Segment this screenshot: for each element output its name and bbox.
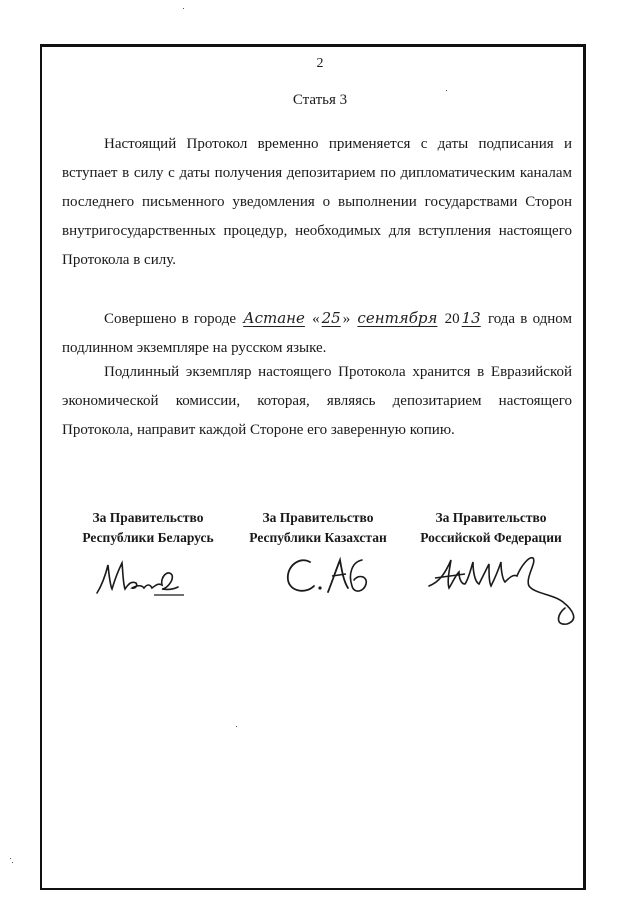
done-at-suffix: года в одном подлинном экземпляре на русском языке. xyxy=(62,311,572,356)
page-frame-left xyxy=(40,44,42,890)
signatory-belarus xyxy=(62,508,234,548)
signatory-line2: Республики Беларусь xyxy=(82,530,214,545)
paragraph-entry-into-force: Настоящий Протокол временно применяется с даты подписания и вступает в силу с даты получения депозитарием по дипломатическим каналам последнего письменного уведомления о выполнении государствами Сторон внутригосударственных процедур, необходимых для вступления настоящего Протокола в силу. xyxy=(62,136,572,268)
signature-belarus xyxy=(92,555,202,600)
signatory-line1: За Правительство xyxy=(262,510,374,525)
scan-speck xyxy=(12,862,13,863)
page-frame-right xyxy=(583,44,586,890)
scan-speck xyxy=(446,90,447,91)
handwritten-city: Астане xyxy=(243,309,305,327)
signatory-russia xyxy=(402,508,580,548)
page-frame-bottom xyxy=(40,888,586,890)
signatory-line1: За Правительство xyxy=(92,510,204,525)
year-prefix: 20 xyxy=(444,311,460,327)
handwritten-month: сентября xyxy=(357,309,438,327)
signatory-line2: Республики Казахстан xyxy=(249,530,387,545)
page-number: 2 xyxy=(316,56,324,71)
signatory-line1: За Правительство xyxy=(435,510,547,525)
signature-kazakhstan xyxy=(280,552,380,602)
day-quote-close: » xyxy=(342,311,351,327)
page-frame-top xyxy=(40,44,585,47)
signature-russia xyxy=(425,548,585,630)
paragraph-done-at xyxy=(62,304,572,363)
scan-speck xyxy=(10,858,11,859)
scan-speck xyxy=(236,726,237,727)
paragraph-depositary: Подлинный экземпляр настоящего Протокола хранится в Евразийской экономической комиссии, которая, являясь депозитарием настоящего Протокола, направит каждой Стороне его заверенную копию. xyxy=(62,364,572,438)
scan-speck xyxy=(183,8,184,9)
article-title: Статья 3 xyxy=(292,92,348,108)
day-quote-open: « xyxy=(312,311,320,327)
handwritten-day: 25 xyxy=(321,309,341,327)
handwritten-year: 13 xyxy=(461,309,481,327)
signatory-line2: Российской Федерации xyxy=(420,530,562,545)
signatory-kazakhstan xyxy=(234,508,402,548)
done-at-prefix: Совершено в городе xyxy=(104,311,237,327)
